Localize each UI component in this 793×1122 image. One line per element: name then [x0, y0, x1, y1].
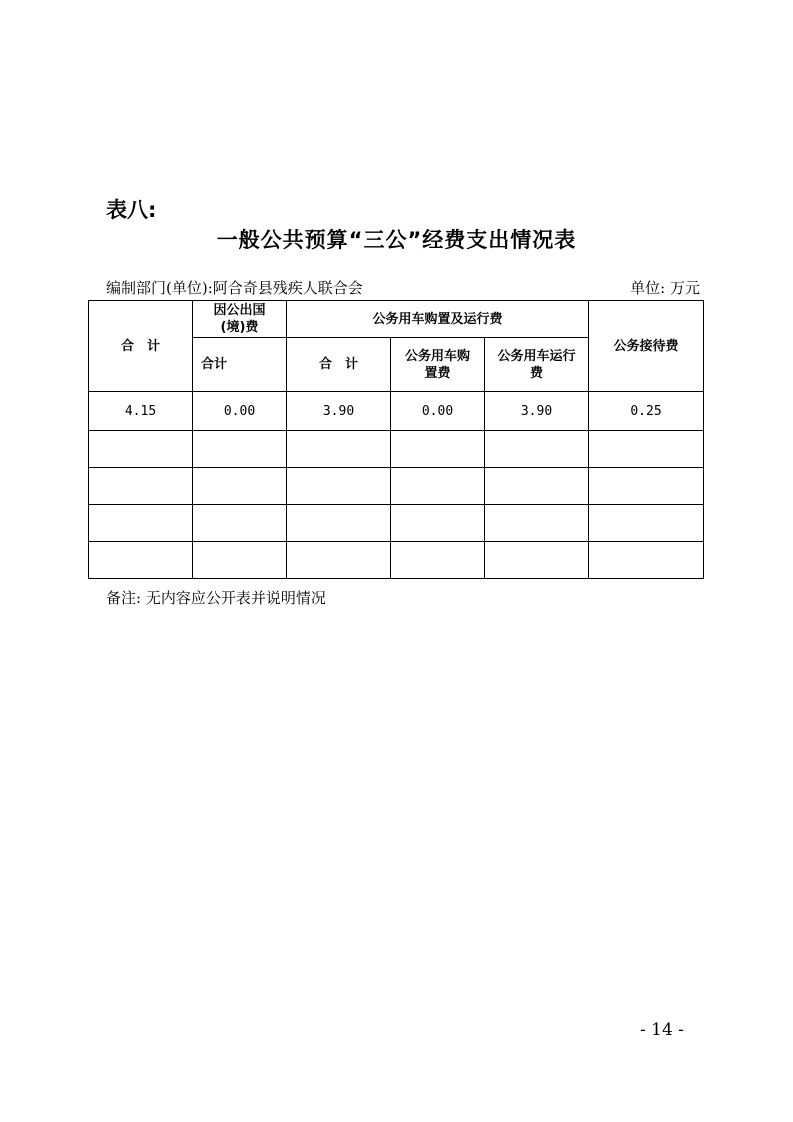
empty-table-row: [89, 431, 704, 468]
empty-cell: [89, 505, 193, 542]
empty-cell: [287, 468, 391, 505]
empty-cell: [391, 468, 485, 505]
header-vehicle-operation-line1: 公务用车运行: [497, 348, 576, 364]
empty-cell: [485, 468, 589, 505]
empty-table-row: [89, 468, 704, 505]
empty-cell: [485, 431, 589, 468]
header-reception: 公务接待费: [589, 301, 704, 392]
header-vehicle-purchase-line1: 公务用车购: [404, 348, 470, 364]
unit-label: 单位: 万元: [630, 279, 700, 297]
header-overseas-line1: 因公出国: [213, 303, 266, 318]
empty-cell: [89, 542, 193, 579]
cell-vehicle-purchase: 0.00: [391, 392, 485, 431]
header-vehicle-operation-line2: 费: [529, 365, 543, 381]
document-title: 一般公共预算“三公”经费支出情况表: [216, 228, 577, 252]
empty-cell: [89, 431, 193, 468]
header-total: 合 计: [89, 301, 193, 392]
empty-cell: [193, 505, 287, 542]
header-vehicle-operation: [485, 338, 589, 392]
header-overseas: [193, 301, 287, 338]
table-note: 备注: 无内容应公开表并说明情况: [106, 589, 326, 607]
empty-cell: [589, 431, 704, 468]
table-row: [89, 392, 704, 431]
empty-cell: [589, 542, 704, 579]
empty-cell: [287, 542, 391, 579]
empty-cell: [589, 505, 704, 542]
cell-reception: 0.25: [589, 392, 704, 431]
empty-cell: [193, 542, 287, 579]
table-label: 表八:: [106, 198, 157, 222]
empty-cell: [391, 505, 485, 542]
header-vehicle-purchase: [391, 338, 485, 392]
empty-cell: [287, 431, 391, 468]
header-row-1: [89, 301, 704, 338]
empty-cell: [589, 468, 704, 505]
empty-cell: [391, 431, 485, 468]
empty-cell: [193, 468, 287, 505]
cell-vehicle-operation: 3.90: [485, 392, 589, 431]
empty-cell: [89, 468, 193, 505]
empty-cell: [287, 505, 391, 542]
page-number: - 14 -: [640, 1020, 684, 1040]
empty-cell: [391, 542, 485, 579]
header-overseas-total: 合计: [193, 338, 287, 392]
empty-cell: [193, 431, 287, 468]
three-public-expenses-table: [88, 300, 704, 579]
cell-total: 4.15: [89, 392, 193, 431]
empty-cell: [485, 542, 589, 579]
empty-table-row: [89, 542, 704, 579]
empty-cell: [485, 505, 589, 542]
cell-vehicle-total: 3.90: [287, 392, 391, 431]
header-overseas-line2: (境)费: [220, 320, 259, 335]
header-vehicle-group: 公务用车购置及运行费: [287, 301, 589, 338]
meta-row: [106, 279, 700, 297]
empty-table-row: [89, 505, 704, 542]
cell-overseas: 0.00: [193, 392, 287, 431]
header-vehicle-purchase-line2: 置费: [424, 365, 451, 381]
organization-label: 编制部门(单位):阿合奇县残疾人联合会: [106, 279, 363, 297]
header-vehicle-total: 合 计: [287, 338, 391, 392]
